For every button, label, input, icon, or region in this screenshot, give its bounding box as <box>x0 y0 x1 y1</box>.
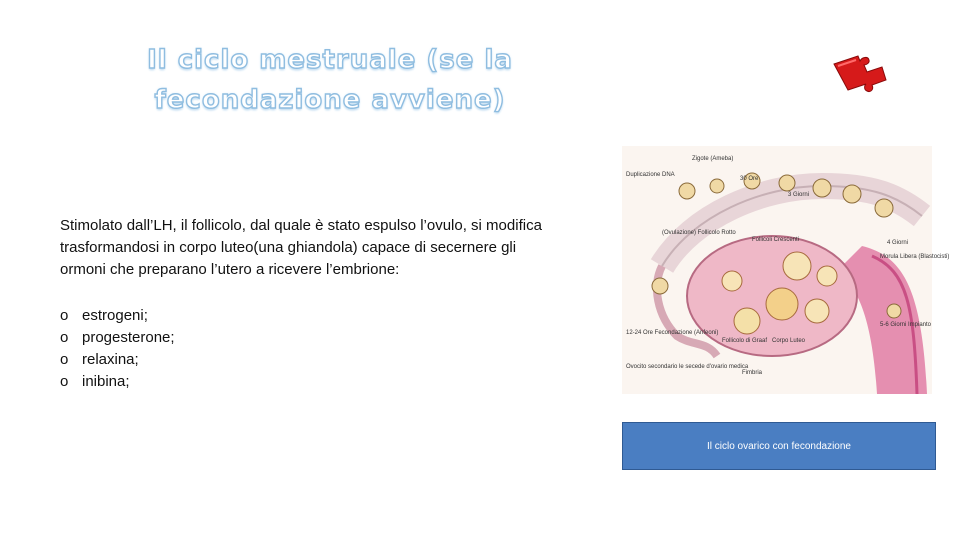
hormone-list <box>60 305 175 393</box>
diagram-label: Follicolo di Graaf <box>722 338 768 344</box>
diagram-label: 30 Ore <box>740 176 759 182</box>
list-item-label: inibina; <box>82 373 130 390</box>
caption-box <box>622 422 936 470</box>
diagram-label: Fimbria <box>742 370 763 376</box>
bullet-marker: o <box>60 329 69 346</box>
slide-title: Il ciclo mestruale (se la fecondazione avviene) <box>147 45 513 115</box>
diagram-label: 3 Giorni <box>788 192 810 198</box>
diagram-label: Duplicazione DNA <box>626 172 675 178</box>
diagram-label: Follicoli Crescenti <box>752 237 800 243</box>
list-item <box>60 327 175 349</box>
bullet-marker: o <box>60 373 69 390</box>
list-item <box>60 305 175 327</box>
list-item-label: estrogeni; <box>82 307 148 324</box>
ovarian-cycle-diagram <box>622 146 950 394</box>
diagram-label: Zigote (Ameba) <box>692 156 734 162</box>
diagram-label: Morula Libera (Blastocisti) <box>880 254 950 260</box>
diagram-label: 5-6 Giorni Impianto <box>880 322 932 328</box>
caption-text: Il ciclo ovarico con fecondazione <box>707 440 851 452</box>
list-item <box>60 349 175 371</box>
slide-paragraph: Stimolato dall’LH, il follicolo, dal quale è stato espulso l’ovulo, si modifica trasformandosi in corpo luteo(una ghiandola) capace di secernere gli ormoni che preparano l’utero a ricevere l’embrione: <box>60 217 542 278</box>
list-item-label: progesterone; <box>82 329 175 346</box>
diagram-label: Corpo Luteo <box>772 338 806 344</box>
list-item <box>60 371 175 393</box>
diagram-label: 12-24 Ore Fecondazione (Anfeoni) <box>626 330 719 336</box>
diagram-label: Ovocito secondario le secede d'ovario medica <box>626 364 749 370</box>
ovarian-cycle-illustration <box>622 146 950 394</box>
diagram-label: (Ovulazione) Follicolo Rotto <box>662 230 736 236</box>
list-item-label: relaxina; <box>82 351 139 368</box>
diagram-label: 4 Giorni <box>887 240 909 246</box>
puzzle-piece-icon <box>828 50 892 94</box>
bullet-marker: o <box>60 351 69 368</box>
bullet-marker: o <box>60 307 69 324</box>
